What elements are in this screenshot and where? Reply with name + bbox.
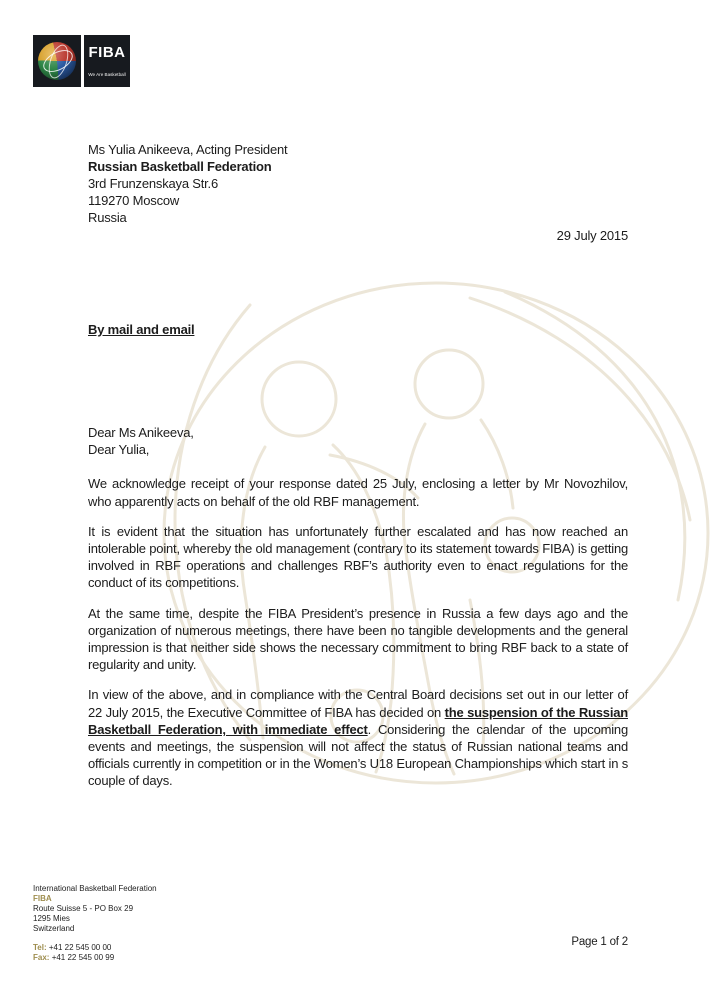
footer-fax bbox=[33, 953, 157, 963]
tel-label: Tel: bbox=[33, 943, 47, 952]
fiba-brand-text: FIBA bbox=[88, 44, 126, 61]
paragraph-4 bbox=[88, 686, 628, 789]
fiba-logo bbox=[33, 35, 130, 87]
footer-street: Route Suisse 5 - PO Box 29 bbox=[33, 904, 134, 913]
footer-brand: FIBA bbox=[33, 894, 52, 903]
paragraph-1: We acknowledge receipt of your response dated 25 July, enclosing a letter by Mr Novozhilov, who apparently acts on behalf of the old RBF management. bbox=[88, 476, 628, 509]
footer-city: 1295 Mies bbox=[33, 914, 70, 923]
basketball-globe-icon bbox=[38, 42, 76, 80]
suspension-emphasis: the suspension of the Russian Basketball Federation, with immediate effect bbox=[88, 704, 628, 737]
paragraph-2: It is evident that the situation has unfortunately further escalated and has now reached an intolerable point, whereby the old management (contrary to its statement towards FIBA) is getting involved in RBF operations and challenges RBF’s authority even to enact regulations for the conduct of its competitions. bbox=[88, 523, 628, 591]
letter-date: 29 July 2015 bbox=[556, 228, 628, 243]
fiba-tagline: We Are Basketball bbox=[88, 72, 126, 77]
salutation bbox=[88, 424, 628, 458]
delivery-method: By mail and email bbox=[88, 322, 195, 337]
footer-country: Switzerland bbox=[33, 924, 75, 933]
recipient-country: Russia bbox=[88, 210, 127, 225]
recipient-organization: Russian Basketball Federation bbox=[88, 159, 272, 174]
recipient-street: 3rd Frunzenskaya Str.6 bbox=[88, 176, 218, 191]
fiba-globe-icon bbox=[33, 35, 81, 87]
paragraph-3: At the same time, despite the FIBA President’s presence in Russia a few days ago and the organization of numerous meetings, there have been no tangible developments and the general impression is that neither side shows the necessary commitment to bring RBF back to a state of regularity and unity. bbox=[88, 605, 628, 673]
recipient-name: Ms Yulia Anikeeva, Acting President bbox=[88, 142, 288, 157]
fax-label: Fax: bbox=[33, 953, 50, 962]
salutation-line-1: Dear Ms Anikeeva, bbox=[88, 425, 194, 440]
salutation-line-2: Dear Yulia, bbox=[88, 442, 150, 458]
paragraph-4-tail: . Considering the calendar of the upcoming events and meetings, the suspension will not affect the status of Russian national teams and officials currently in competition or in the Women’s U18 European Championships which start in s couple of days. bbox=[88, 721, 628, 789]
recipient-city: 119270 Moscow bbox=[88, 193, 180, 208]
letterhead-footer bbox=[33, 884, 157, 963]
fax-number: +41 22 545 00 99 bbox=[51, 953, 115, 962]
page-indicator: Page 1 of 2 bbox=[571, 936, 628, 948]
tel-number: +41 22 545 00 00 bbox=[48, 943, 112, 952]
letter-body bbox=[88, 424, 628, 803]
fiba-wordmark bbox=[84, 35, 130, 87]
footer-organization: International Basketball Federation bbox=[33, 884, 157, 893]
paragraph-4-lead: In view of the above, and in compliance with the Central Board decisions set out in our letter of 22 July 2015, the Executive Committee of FIBA has decided on bbox=[88, 687, 628, 720]
recipient-address-block bbox=[88, 141, 287, 226]
